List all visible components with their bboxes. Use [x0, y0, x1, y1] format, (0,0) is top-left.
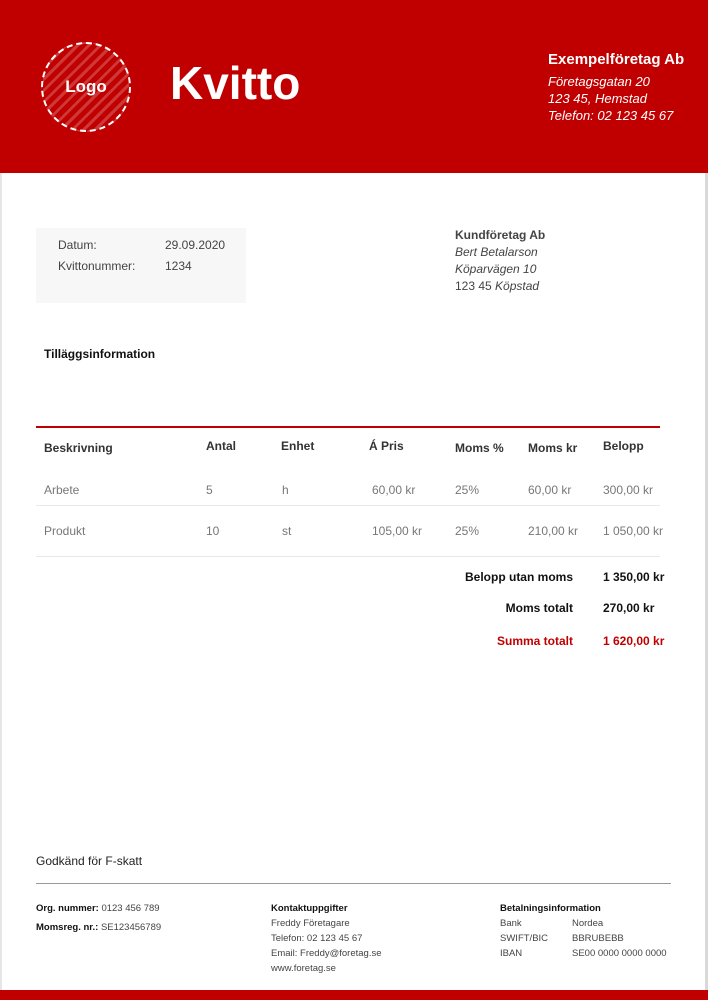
vat-reg-label: Momsreg. nr.:: [36, 922, 99, 933]
org-number-label: Org. nummer:: [36, 903, 99, 914]
bank-value: Nordea: [572, 918, 604, 929]
footer-divider: [36, 883, 671, 884]
col-header-vat-percent: Moms %: [455, 441, 504, 455]
customer-company: Kundföretag Ab: [455, 228, 546, 242]
iban-value: SE00 0000 0000 0000: [572, 948, 667, 959]
col-header-unit: Enhet: [281, 439, 315, 453]
logo-placeholder: [41, 42, 131, 132]
row-2-divider: [36, 556, 660, 557]
row-2-unit-price: 105,00 kr: [372, 524, 423, 538]
row-1-divider: [36, 505, 660, 506]
col-header-vat-amount: Moms kr: [528, 441, 578, 455]
extra-info-label: Tilläggsinformation: [44, 347, 156, 361]
receipt-number-row: [58, 259, 192, 273]
date-label: Datum:: [58, 238, 97, 252]
row-2-quantity: 10: [206, 524, 220, 538]
receipt-number-value: 1234: [165, 259, 192, 273]
row-1-unit-price: 60,00 kr: [372, 483, 416, 497]
bottom-accent-bar: [0, 990, 708, 1000]
vat-reg-row: [36, 920, 161, 935]
row-2-vat-amount: 210,00 kr: [528, 524, 579, 538]
date-value: 29.09.2020: [165, 238, 226, 252]
vat-total-value: 270,00 kr: [603, 601, 655, 615]
col-header-unit-price: Á Pris: [369, 439, 404, 453]
vat-reg-value: SE123456789: [100, 922, 162, 933]
contact-name: Freddy Företagare: [271, 918, 350, 929]
col-header-amount: Belopp: [603, 439, 644, 453]
row-2-unit: st: [282, 524, 292, 538]
contact-email: Email: Freddy@foretag.se: [271, 948, 382, 959]
net-total-label: Belopp utan moms: [464, 570, 573, 584]
fskatt-note: Godkänd för F-skatt: [36, 854, 143, 868]
customer-city: Köpstad: [495, 279, 540, 293]
swift-label: SWIFT/BIC: [500, 933, 549, 944]
footer-payment: [500, 901, 667, 961]
row-1-vat-percent: 25%: [455, 483, 480, 497]
row-1-unit: h: [282, 483, 289, 497]
contact-phone: Telefon: 02 123 45 67: [271, 933, 363, 944]
table-top-rule: [36, 426, 660, 428]
bank-label: Bank: [500, 918, 522, 929]
receipt-number-label: Kvittonummer:: [58, 259, 136, 273]
org-number-value: 0123 456 789: [101, 903, 160, 914]
row-1-description: Arbete: [44, 483, 80, 497]
row-1-amount: 300,00 kr: [603, 483, 654, 497]
grand-total-label: Summa totalt: [496, 634, 573, 648]
footer-contact: [271, 901, 382, 976]
swift-value: BBRUBEBB: [572, 933, 624, 944]
grand-total-value: 1 620,00 kr: [603, 634, 665, 648]
contact-heading: Kontaktuppgifter: [271, 903, 348, 914]
document-title: Kvitto: [170, 57, 301, 109]
company-street: Företagsgatan 20: [548, 74, 650, 89]
row-2-description: Produkt: [44, 524, 86, 538]
customer-postcode: 123 45: [455, 279, 492, 293]
vat-total-label: Moms totalt: [505, 601, 573, 615]
row-2-amount: 1 050,00 kr: [603, 524, 664, 538]
logo-text: Logo: [65, 77, 107, 96]
company-block: [548, 50, 684, 124]
iban-row: [500, 946, 667, 961]
customer-street: Köparvägen 10: [455, 262, 537, 276]
bank-row: [500, 916, 604, 931]
row-1-quantity: 5: [206, 483, 213, 497]
company-name: Exempelföretag Ab: [548, 51, 685, 68]
customer-postal: [455, 278, 545, 295]
company-phone: Telefon: 02 123 45 67: [548, 108, 674, 123]
customer-contact: Bert Betalarson: [455, 245, 538, 259]
header-banner: [0, 0, 708, 173]
row-2-vat-percent: 25%: [455, 524, 480, 538]
contact-website: www.foretag.se: [271, 963, 336, 974]
iban-label: IBAN: [500, 948, 523, 959]
company-city: 123 45, Hemstad: [548, 91, 648, 106]
net-total-value: 1 350,00 kr: [603, 570, 665, 584]
org-number-row: [36, 901, 161, 916]
swift-row: [500, 931, 624, 946]
receipt-meta-box: [36, 228, 246, 303]
page-left-border: [0, 173, 2, 990]
payment-heading: Betalningsinformation: [500, 903, 601, 914]
col-header-description: Beskrivning: [44, 441, 113, 455]
row-1-vat-amount: 60,00 kr: [528, 483, 572, 497]
footer-company-ids: [36, 901, 161, 935]
customer-block: [455, 227, 545, 295]
date-row: [58, 238, 226, 252]
col-header-quantity: Antal: [206, 439, 236, 453]
